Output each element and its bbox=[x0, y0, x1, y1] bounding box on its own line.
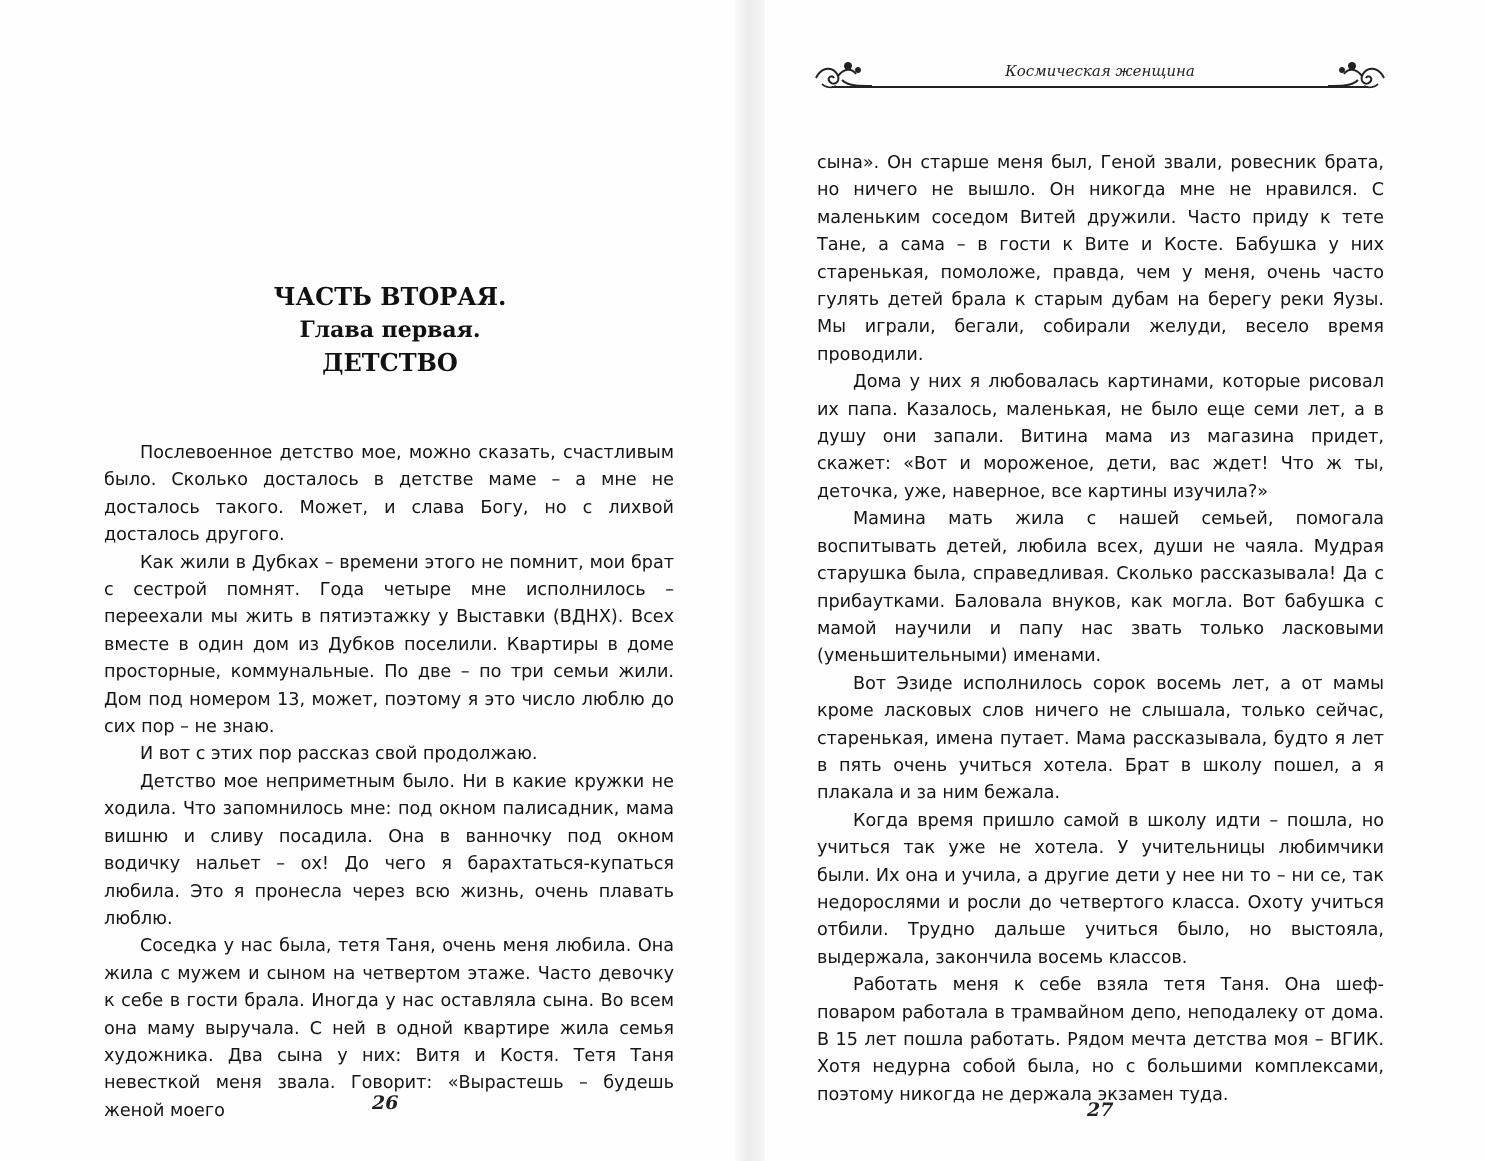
left-page-body bbox=[104, 440, 674, 1125]
paragraph: И вот с этих пор рассказ свой продолжаю. bbox=[140, 744, 538, 765]
paragraph: Как жили в Дубках – времени этого не помнит, мои брат с сестрой помнят. Года четыре мне исполнилось – переехали мы жить в пятиэтажку у Выставки (ВДНХ). Всех вместе в один дом из Дубков поселили. Квартиры в доме просторные, коммунальные. По две – по три семьи жили. Дом под номером 13, может, поэтому я это число люблю до сих пор – не знаю. bbox=[104, 552, 674, 738]
paragraph: Послевоенное детство мое, можно сказать, счастливым было. Сколько досталось в детстве маме – а мне не досталось такого. Может, и слава Богу, но с лихвой досталось другого. bbox=[104, 443, 674, 546]
running-header bbox=[812, 52, 1388, 92]
paragraph: Вот Эзиде исполнилось сорок восемь лет, а от мамы кроме ласковых слов ничего не слышала, только сейчас, старенькая, имена путает. Мама рассказывала, будто я лет в пять очень учиться хотела. Брат в школу пошел, а я плакала и за ним бежала. bbox=[817, 673, 1384, 804]
right-page bbox=[742, 0, 1485, 1161]
paragraph: Когда время пришло самой в школу идти – пошла, но учиться так уже не хотела. У учительницы любимчики были. Их она и учила, а другие дети у нее ни то – ни се, так недорослями и росли до четвертого класса. Охоту учиться отбили. Трудно дальше учиться было, но выстояла, выдержала, закончила восемь классов. bbox=[817, 810, 1384, 968]
paragraph: Работать меня к себе взяла тетя Таня. Она шеф-поваром работала в трамвайном депо, неподалеку от дома. В 15 лет пошла работать. Рядом мечта детства моя – ВГИК. Хотя недурна собой была, но с большими комплексами, поэтому никогда не держала экзамен туда. bbox=[817, 975, 1384, 1105]
paragraph: Детство мое неприметным было. Ни в какие кружки не ходила. Что запомнилось мне: под окном палисадник, мама вишню и сливу посадила. Она в ванночку под окном водичку нальет – ох! До чего я барахтаться-купаться любила. Это я пронесла через всю жизнь, очень плавать люблю. bbox=[104, 771, 674, 929]
paragraph: Мамина мать жила с нашей семьей, помогала воспитывать детей, любила всех, души не чаяла. Мудрая старушка была, справедливая. Сколько рассказывала! Да с прибаутками. Баловала внуков, как могла. Вот бабушка с мамой научили и папу нас звать только ласковыми (уменьшительными) именами. bbox=[817, 509, 1384, 667]
part-title: ЧАСТЬ ВТОРАЯ. bbox=[273, 282, 507, 311]
floral-ornament-icon bbox=[1324, 56, 1388, 90]
page-number-right: 27 bbox=[1087, 1099, 1114, 1121]
paragraph: Соседка у нас была, тетя Таня, очень меня любила. Она жила с мужем и сыном на четвертом этаже. Часто девочку к себе в гости брала. Иногда у нас оставляла сына. Во всем она маму выручала. С ней в одной квартире жила семья художника. Два сына у них: Витя и Костя. Тетя Таня невесткой меня звала. Говорит: «Вырастешь – будешь женой моего bbox=[104, 936, 674, 1121]
chapter-number: Глава первая. bbox=[299, 317, 481, 343]
header-rule bbox=[832, 86, 1368, 88]
paragraph-continuation: сына». Он старше меня был, Геной звали, ровесник брата, но ничего не вышло. Он никогда мне не нравился. С маленьким соседом Витей дружили. Часто приду к тете Тане, а сама – в гости к Вите и Косте. Бабушка у них старенькая, помоложе, правда, чем у меня, очень часто гулять детей брала к старым дубам на берегу реки Яузы. Мы играли, бегали, собирали желуди, весело время проводили. bbox=[817, 153, 1384, 365]
paragraph: Дома у них я любовалась картинами, которые рисовал их папа. Казалось, маленькая, не было еще семи лет, а в душу они запали. Витина мама из магазина придет, скажет: «Вот и мороженое, дети, вас ждет! Что ж ты, деточка, уже, наверное, все картины изучила?» bbox=[817, 372, 1384, 502]
right-page-body bbox=[817, 150, 1384, 1109]
left-page bbox=[0, 0, 742, 1161]
running-header-title: Космическая женщина bbox=[1005, 62, 1195, 80]
chapter-title: ДЕТСТВО bbox=[322, 348, 458, 377]
chapter-heading bbox=[104, 280, 676, 380]
page-number-left: 26 bbox=[372, 1092, 399, 1114]
